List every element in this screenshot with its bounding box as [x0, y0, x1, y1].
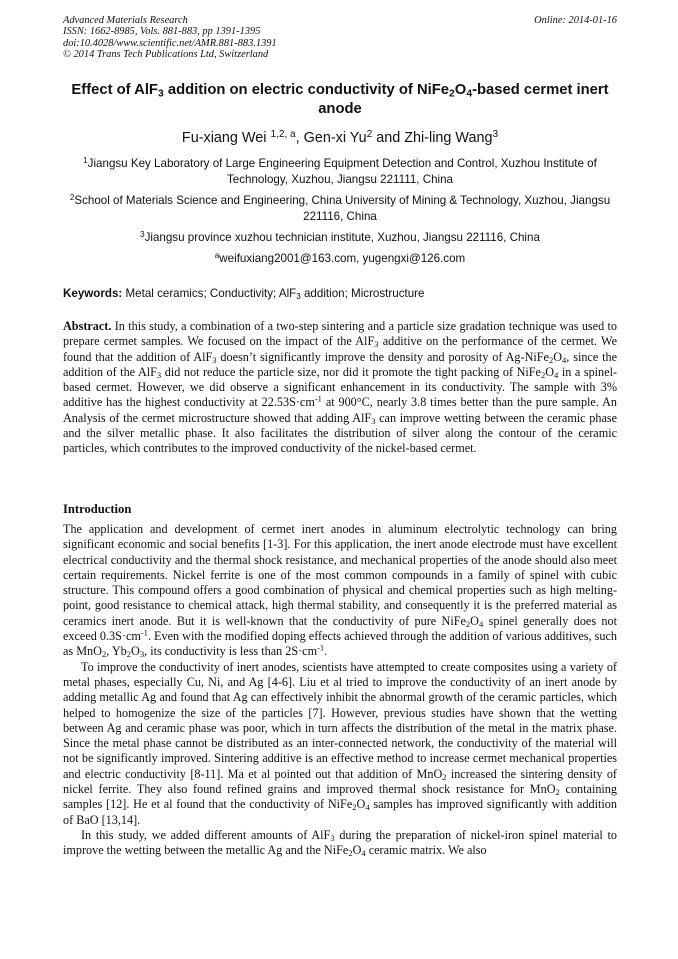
intro-paragraph-2: To improve the conductivity of inert anodes, scientists have attempted to create composites using a variety of metal phases, especially Cu, Ni, and Ag [4-6]. Liu et al tried to improve the conductivity of an inert anode by adding metallic Ag and found that Ag can effectively inhibit the abnormal growth of the ceramic particles, which helped to homogenize the size of the particles [7]. However, previous studies have shown that the wetting between Ag and ceramic phase was poor, which in turn affects the distribution of the metal in the matrix phase. Since the metal phase cannot be distributed as an inter-connected network, the conductivity of the material will not be significantly improved. Sintering additive is an effective method to increase cermet mechanical properties and electric conductivity [8-11]. Ma et al pointed out that addition of MnO$_2$ increased the sintering density of nickel ferrite. They also found refined grains and improved thermal shock resistance for MnO$_2$ containing samples [12]. He et al found that the conductivity of $NiFe_2O_4$ samples has improved significantly with addition of BaO [13,14]. — [63, 659, 617, 827]
abstract-paragraph: Abstract. In this study, a combination of a two-step sintering and a particle size gradation technique was used to prepare cermet samples. We focused on the impact of the AlF$_3$ additive on the performance of the cermet. We found that the addition of AlF$_3$ doesn’t significantly improve the density and porosity of $Ag-NiFe_2O_4$, since the addition of the AlF$_3$ did not reduce the particle size, nor did it promote the tight packing of $NiFe_2O_4$ in a spinel-based cermet. However, we did observe a significant enhancement in its conductivity. The sample with 3% additive has the highest conductivity at $22.53S\cdot cm^{-1}$ at 900°C, nearly 3.8 times better than the pure sample. An Analysis of the cermet microstructure showed that adding AlF$_3$ can improve wetting between the ceramic phase and the silver metallic phase. It also facilitates the distribution of silver along the contour of the ceramic particles, which contributes to the improved conductivity of the nickel-based cermet. — [63, 319, 618, 456]
keywords: Keywords: Metal ceramics; Conductivity; AlF$_3$ addition; Microstructure — [63, 287, 425, 302]
intro-paragraph-1: The application and development of cermet inert anodes in aluminum electrolytic technology can bring significant economic and social benefits [1-3]. For this application, the inert anode electrode must have excellent electrical conductivity and the thermal shock resistance, and mechanical properties of the anode should also meet certain requirements. Nickel ferrite is one of the most common compounds in a family of spinel with cubic structure. This compound offers a good combination of physical and chemical properties such as high melting-point, good resistance to chemical attack, high thermal stability, and consequently it is the preferred material as ceramics inert anode. But it is well-known that the conductivity of pure $NiFe_2O_4$ spinel generally does not exceed $0.3S\cdot cm^{-1}$. Even with the modified doping effects achieved through the addition of various additives, such as MnO$_2$, $Yb_2O_3$, its conductivity is less than $2S\cdot cm^{-1}$. — [63, 522, 617, 660]
doi-line: doi:10.4028/www.scientific.net/AMR.881-883.1391 — [63, 37, 277, 49]
online-date: Online: 2014-01-16 — [534, 15, 617, 26]
affiliation-2: $^2$School of Materials Science and Engineering, China University of Mining & Technology, Xuzhou, Jiangsu 221116, China — [69, 192, 611, 223]
introduction-body — [63, 522, 617, 859]
section-heading-introduction: Introduction — [63, 502, 132, 516]
affiliation-3: $^3$Jiangsu province xuzhou technician institute, Xuzhou, Jiangsu 221116, China — [140, 229, 540, 244]
journal-name: Advanced Materials Research — [63, 15, 188, 26]
paper-title: Effect of AlF$_3$ addition on electric conductivity of $NiFe_2O_4$-based cermet inert anode — [71, 82, 609, 117]
author-emails: $^a$weifuxiang2001@163.com, yugengxi@126.com — [214, 250, 466, 265]
affiliation-1: $^1$Jiangsu Key Laboratory of Large Engineering Equipment Detection and Control, Xuzhou Institute of Technology, Xuzhou, Jiangsu 221111, China — [83, 155, 597, 186]
intro-paragraph-3: In this study, we added different amounts of AlF$_3$ during the preparation of nickel-iron spinel material to improve the wetting between the metallic Ag and the $NiFe_2O_4$ ceramic matrix. We also — [63, 827, 618, 859]
copyright-line: © 2014 Trans Tech Publications Ltd, Switzerland — [63, 49, 269, 61]
journal-header — [63, 15, 617, 61]
keywords-label: Keywords: — [63, 287, 123, 300]
author-list: Fu-xiang Wei $^{1,2, a}$, Gen-xi Yu$^2$ and Zhi-ling Wang$^3$ — [181, 128, 499, 146]
issn-line: ISSN: 1662-8985, Vols. 881-883, pp 1391-1395 — [63, 26, 261, 38]
abstract — [63, 319, 617, 457]
abstract-label: Abstract. — [63, 319, 112, 333]
